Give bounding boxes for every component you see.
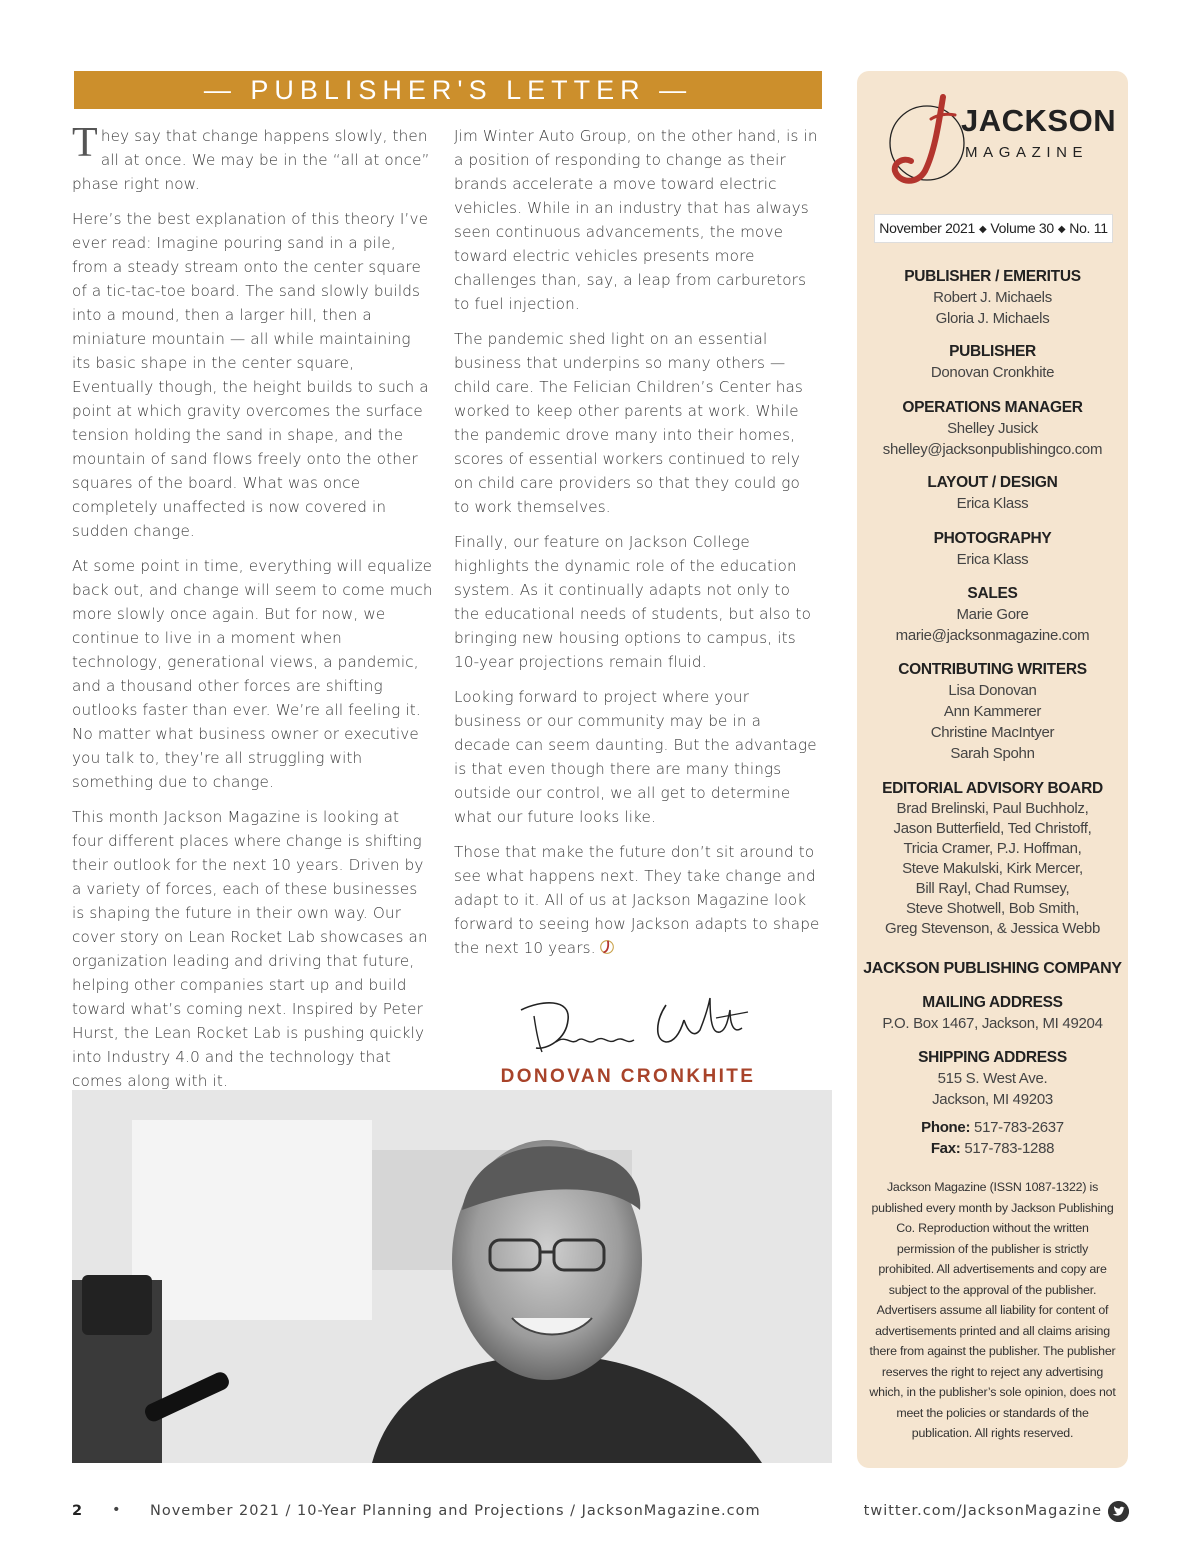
masthead-entry <box>857 660 1128 764</box>
publisher-photo-illustration <box>72 1090 832 1463</box>
masthead-role: LAYOUT / DESIGN <box>927 474 1058 491</box>
masthead-name: Steve Makulski, Kirk Mercer, <box>902 860 1083 877</box>
logo-wordmark: JACKSON <box>961 103 1117 138</box>
masthead-name: Bill Rayl, Chad Rumsey, <box>915 880 1070 897</box>
masthead-name: 515 S. West Ave. <box>937 1070 1048 1087</box>
logo-subtitle: MAGAZINE <box>965 144 1089 161</box>
publisher-name: DONOVAN CRONKHITE <box>500 1066 756 1087</box>
masthead-entry <box>857 529 1128 570</box>
letter-paragraph-text: hey say that change happens slowly, then all at once. We may be in the “all at once” phase right now. <box>72 127 430 193</box>
masthead-entry <box>857 584 1128 646</box>
diamond-separator-icon: ◆ <box>1057 224 1066 235</box>
letter-paragraph: Here’s the best explanation of this theory I’ve ever read: Imagine pouring sand in a pile, from a steady stream onto the center square of a tic-tac-toe board. The sand slowly builds into a mound, then a larger hill, then a miniature mountain — all while maintaining its basic shape in the center square, Eventually though, the height builds to such a point at which gravity overcomes the surface tension holding the sand in shape, and the mountain of sand flows freely onto the other squares of the board. What was once completely unaffected is now covered in sudden change. <box>72 210 429 540</box>
letter-paragraph: Looking forward to project where your business or our community may be in a decade can seem daunting. But the advantage is that even though there are many things outside our control, we all get to determine what our future looks like. <box>454 688 817 826</box>
footer-bullet: • <box>112 1502 122 1518</box>
masthead-entry <box>857 779 1128 939</box>
issue-month: November 2021 <box>879 220 976 236</box>
diamond-separator-icon: ◆ <box>979 224 987 235</box>
letter-paragraph-text: Those that make the future don’t sit around to see what happens next. They take change and adapt to it. All of us at Jackson Magazine look forward to seeing how Jackson adapts to shape the next 10 years. <box>454 843 820 957</box>
masthead-entry <box>857 342 1128 383</box>
masthead-entry <box>857 398 1128 460</box>
masthead-name: Greg Stevenson, & Jessica Webb <box>884 920 1100 937</box>
masthead-role: CONTRIBUTING WRITERS <box>898 661 1087 678</box>
section-title: — PUBLISHER'S LETTER — <box>74 71 822 109</box>
masthead-name: Robert J. Michaels <box>933 289 1052 306</box>
masthead-role: PUBLISHER / EMERITUS <box>904 268 1081 285</box>
letter-paragraph: Jim Winter Auto Group, on the other hand, is in a position of responding to change as their brands accelerate a move toward electric vehicles. While in an industry that has always seen continuous advancements, the move toward electric vehicles presents more challenges than, say, a leap from carburetors to fuel injection. <box>454 127 818 313</box>
issue-info <box>874 214 1113 243</box>
masthead-email[interactable]: shelley@jacksonpublishingco.com <box>882 441 1103 458</box>
letter-paragraph: This month Jackson Magazine is looking at four different places where change is shifting their outlook for the next 10 years. Driven by a variety of forces, each of these businesses is shaping the future in their own way. Our cover story on Lean Rocket Lab showcases an organization leading and driving that future, helping other companies start up and build toward what’s coming next. Inspired by Peter Hurst, the Lean Rocket Lab is pushing quickly into Industry 4.0 and the technology that comes along with it. <box>72 808 428 1090</box>
page-footer <box>72 1503 1132 1525</box>
letter-column-right <box>454 124 820 971</box>
masthead-name: Ann Kammerer <box>943 703 1042 720</box>
legal-notice: Jackson Magazine (ISSN 1087-1322) is published every month by Jackson Publishing Co. Reproduction without the written permission of the publisher is strictly prohibited. All advertisements and copy are subject to the approval of the publisher. Advertisers assume all liability for content of advertisements printed and all claims arising there from against the publisher. The publisher reserves the right to reject any advertising which, in the publisher’s sole opinion, does not meet the policies or standards of the publication. All rights reserved. <box>869 1180 1116 1440</box>
masthead-email[interactable]: marie@jacksonmagazine.com <box>895 627 1090 644</box>
masthead-role: SHIPPING ADDRESS <box>918 1049 1067 1066</box>
masthead-entry <box>857 473 1128 514</box>
masthead-name: Brad Brelinski, Paul Buchholz, <box>896 800 1089 817</box>
masthead-name: Jackson, MI 49203 <box>932 1091 1053 1108</box>
letter-paragraph: At some point in time, everything will equalize back out, and change will seem to come much more slowly once again. But for now, we continue to live in a moment when technology, generational views, a pandemic, and a thousand other forces are shifting outlooks faster than ever. We’re all feeling it. No matter what business owner or executive you talk to, they’re all struggling with something due to change. <box>72 557 433 791</box>
twitter-link[interactable]: twitter.com/JacksonMagazine <box>863 1503 1102 1519</box>
masthead-name: Christine MacIntyer <box>930 724 1055 741</box>
footer-info: November 2021 / 10-Year Planning and Projections / JacksonMagazine.com <box>150 1503 761 1519</box>
masthead-name: Marie Gore <box>956 606 1029 623</box>
masthead-role: OPERATIONS MANAGER <box>902 399 1083 416</box>
masthead-sidebar <box>857 71 1128 1468</box>
masthead-name: Erica Klass <box>956 551 1029 568</box>
fax-label: Fax: <box>930 1140 961 1157</box>
masthead-role: PUBLISHER <box>949 343 1036 360</box>
twitter-icon[interactable] <box>1108 1501 1129 1522</box>
masthead-name: P.O. Box 1467, Jackson, MI 49204 <box>882 1015 1103 1032</box>
publisher-signature-icon <box>516 990 756 1065</box>
masthead-role: MAILING ADDRESS <box>922 994 1063 1011</box>
letter-paragraph: The pandemic shed light on an essential business that underpins so many others — child care. The Felician Children’s Center has worked to keep other parents at work. While the pandemic drove many into their homes, scores of essential workers continued to rely on child care providers so that they could go to work themselves. <box>454 330 803 516</box>
phone-label: Phone: <box>921 1119 971 1136</box>
masthead-name: Erica Klass <box>956 495 1029 512</box>
fax-number: 517-783-1288 <box>964 1140 1055 1157</box>
masthead-name: Lisa Donovan <box>948 682 1037 699</box>
masthead-entry <box>857 267 1128 329</box>
issue-number: No. 11 <box>1069 220 1108 236</box>
end-mark-icon <box>598 938 616 956</box>
issue-volume: Volume 30 <box>990 220 1054 236</box>
masthead-name: Donovan Cronkhite <box>930 364 1055 381</box>
masthead-name: Shelley Jusick <box>947 420 1038 437</box>
masthead-name: Jason Butterfield, Ted Christoff, <box>893 820 1092 837</box>
masthead-entry <box>857 959 1128 979</box>
masthead-role: EDITORIAL ADVISORY BOARD <box>882 780 1103 797</box>
masthead-entry <box>857 1048 1128 1110</box>
masthead-role: SALES <box>967 585 1018 602</box>
masthead-name: Tricia Cramer, P.J. Hoffman, <box>903 840 1082 857</box>
drop-cap: T <box>72 120 98 166</box>
masthead-role: PHOTOGRAPHY <box>933 530 1052 547</box>
masthead-name: Steve Shotwell, Bob Smith, <box>905 900 1080 917</box>
page-number: 2 <box>72 1503 84 1519</box>
publisher-photo <box>72 1090 832 1463</box>
letter-column-left <box>72 120 434 1104</box>
letter-paragraph <box>72 120 434 196</box>
masthead-role: JACKSON PUBLISHING COMPANY <box>863 960 1122 977</box>
masthead-entry <box>857 993 1128 1034</box>
masthead-name: Gloria J. Michaels <box>935 310 1050 327</box>
letter-paragraph <box>454 840 820 960</box>
masthead-name: Sarah Spohn <box>950 745 1035 762</box>
contact-phone <box>857 1117 1128 1159</box>
phone-number[interactable]: 517-783-2637 <box>974 1119 1064 1136</box>
letter-paragraph: Finally, our feature on Jackson College highlights the dynamic role of the education system. As it continually adapts not only to the educational needs of students, but also to bringing new housing options to campus, its 10-year projections remain fluid. <box>454 533 812 671</box>
